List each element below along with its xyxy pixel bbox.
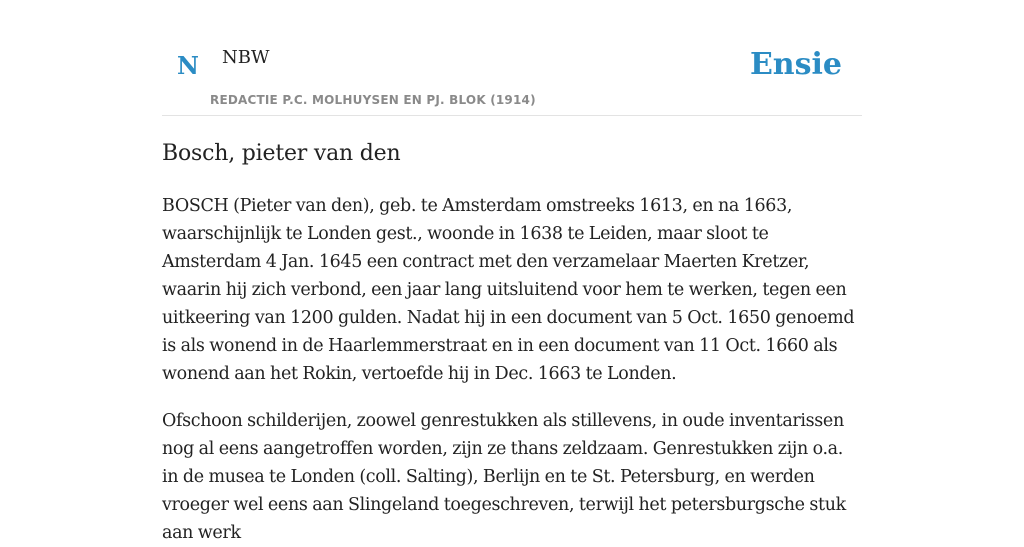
source-editor: REDACTIE P.C. MOLHUYSEN EN PJ. BLOK (1914) (210, 93, 536, 107)
ensie-logo-link[interactable]: Ensie (749, 47, 842, 82)
source-header (162, 0, 862, 116)
article-title: Bosch, pieter van den (162, 141, 401, 166)
source-logo[interactable]: N (177, 51, 199, 80)
article-paragraph: BOSCH (Pieter van den), geb. te Amsterdam omstreeks 1613, en na 1663, waarschijnlijk te Londen gest., woonde in 1638 te Leiden, maar sloot te Amsterdam 4 Jan. 1645 een contract met den verzamelaar Maerten Kretzer, waarin hij zich verbond, een jaar lang uitsluitend voor hem te werken, tegen een uitkeering van 1200 gulden. Nadat hij in een document van 5 Oct. 1650 genoemd is als wonend in de Haarlemmerstraat en in een document van 11 Oct. 1660 als wonend aan het Rokin, vertoefde hij in Dec. 1663 te Londen. (162, 196, 855, 384)
source-name[interactable]: NBW (222, 47, 270, 68)
article-paragraph: Ofschoon schilderijen, zoowel genrestukken als stillevens, in oude inventarissen nog al eens aangetroffen worden, zijn ze thans zeldzaam. Genrestukken zijn o.a. in de musea te Londen (coll. Salting), Berlijn en te St. Petersburg, en werden vroeger wel eens aan Slingeland toegeschreven, terwijl het petersburgsche stuk aan werk (162, 411, 846, 543)
article (162, 138, 862, 547)
